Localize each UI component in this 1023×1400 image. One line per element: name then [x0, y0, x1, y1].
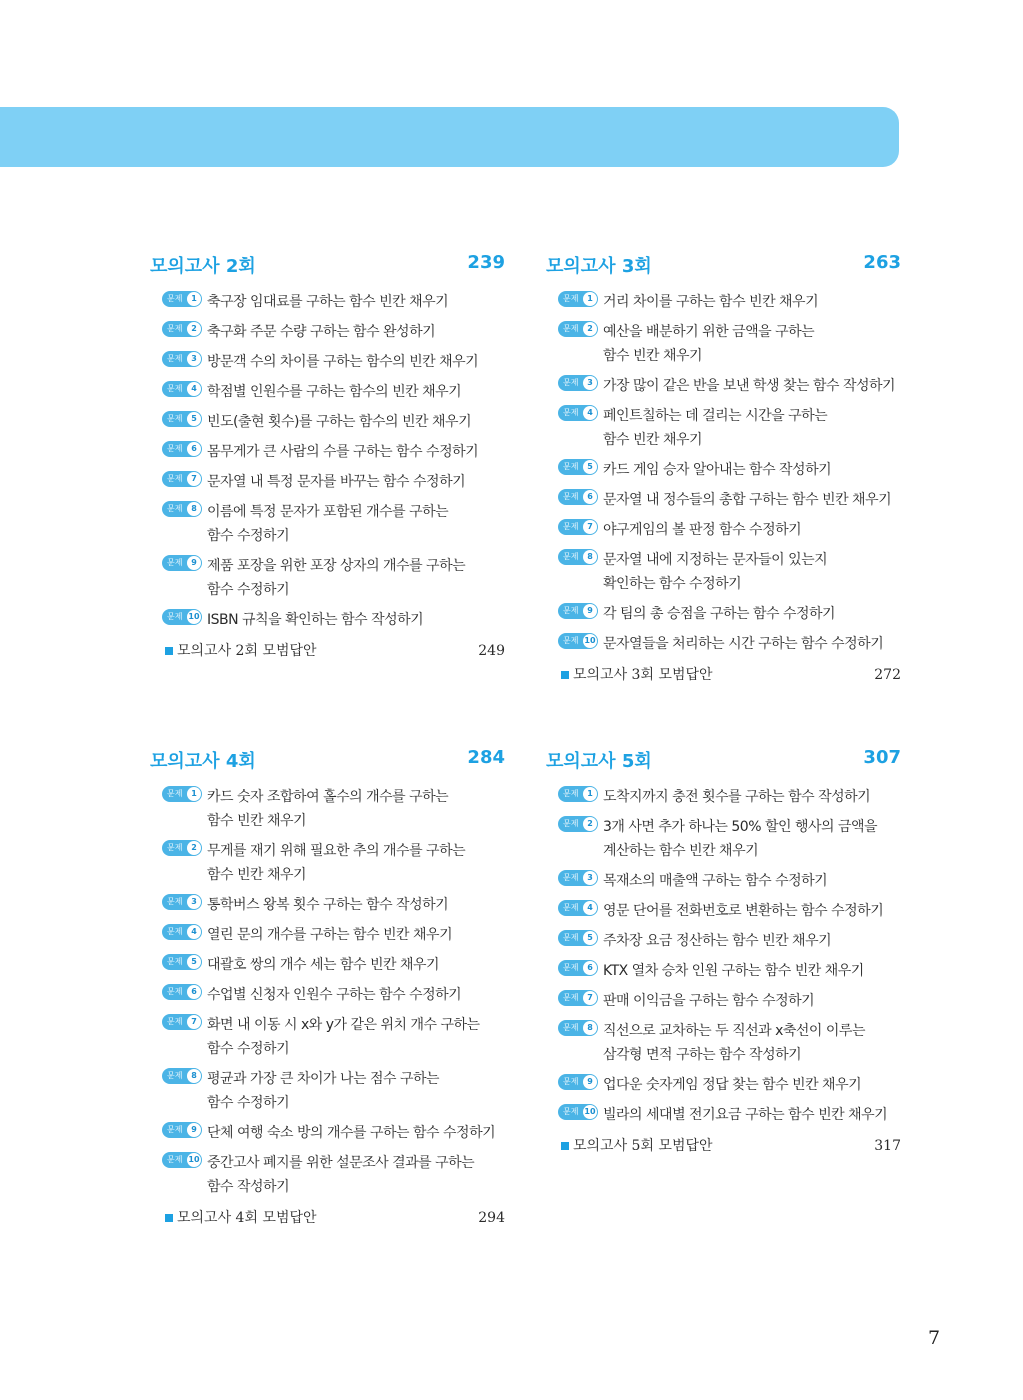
problem-number: 2: [187, 322, 201, 336]
problem-badge-label: 문제: [563, 1107, 579, 1116]
problem-badge: [162, 471, 202, 487]
problem-badge: [162, 609, 202, 625]
answer-key-entry[interactable]: [150, 1209, 505, 1231]
problem-badge: [558, 291, 598, 307]
problem-item[interactable]: [150, 554, 505, 602]
problem-item[interactable]: [546, 404, 901, 452]
problem-badge: [558, 603, 598, 619]
problem-badge-label: 문제: [563, 819, 579, 828]
problem-number: 8: [187, 502, 201, 516]
problem-item[interactable]: [546, 899, 901, 923]
problem-number: 1: [583, 292, 597, 306]
problem-number: 2: [583, 322, 597, 336]
problem-badge-label: 문제: [563, 933, 579, 942]
problem-item[interactable]: [546, 989, 901, 1013]
section-page-number: 263: [863, 252, 901, 273]
problem-item[interactable]: [546, 488, 901, 512]
problem-badge-label: 문제: [563, 789, 579, 798]
problem-badge-label: 문제: [167, 324, 183, 333]
problem-badge: [162, 786, 202, 802]
square-bullet-icon: [165, 1214, 173, 1222]
problem-badge-label: 문제: [167, 957, 183, 966]
problem-badge: [558, 489, 598, 505]
problem-number: 5: [187, 955, 201, 969]
problem-number: 8: [187, 1069, 201, 1083]
problem-badge-label: 문제: [563, 993, 579, 1002]
answer-key-label: 모의고사 3회 모범답안: [573, 667, 713, 683]
problem-number: 3: [187, 352, 201, 366]
problem-badge: [162, 351, 202, 367]
problem-number: 5: [583, 931, 597, 945]
section-page-number: 284: [467, 747, 505, 768]
problem-badge-label: 문제: [167, 789, 183, 798]
problem-item[interactable]: [546, 548, 901, 596]
problem-title: 수업별 신청자 인원수 구하는 함수 수정하기: [207, 987, 462, 1003]
problem-title: 가장 많이 같은 반을 보낸 학생 찾는 함수 작성하기: [603, 378, 896, 394]
problem-title: 이름에 특정 문자가 포함된 개수를 구하는 함수 수정하기: [207, 504, 449, 544]
problem-number: 1: [583, 787, 597, 801]
problem-item[interactable]: [546, 1019, 901, 1067]
problem-item[interactable]: [150, 893, 505, 917]
problem-badge: [162, 321, 202, 337]
problem-number: 10: [187, 1153, 201, 1167]
problem-item[interactable]: [150, 410, 505, 434]
problem-badge-label: 문제: [563, 1077, 579, 1086]
answer-key-page: 272: [874, 667, 901, 683]
problem-badge: [558, 870, 598, 886]
problem-badge: [162, 1068, 202, 1084]
problem-number: 9: [583, 604, 597, 618]
problem-title: 열린 문의 개수를 구하는 함수 빈칸 채우기: [207, 927, 453, 943]
problem-title: 축구장 임대료를 구하는 함수 빈칸 채우기: [207, 294, 449, 310]
problem-number: 2: [583, 817, 597, 831]
section-mock-exam-2: [150, 252, 505, 664]
answer-key-entry[interactable]: [150, 642, 505, 664]
problem-badge-label: 문제: [167, 843, 183, 852]
problem-item[interactable]: [150, 440, 505, 464]
problem-number: 5: [187, 412, 201, 426]
answer-key-label: 모의고사 2회 모범답안: [177, 643, 317, 659]
problem-item[interactable]: [150, 1151, 505, 1199]
top-banner: [0, 107, 899, 167]
problem-item[interactable]: [546, 959, 901, 983]
problem-badge-label: 문제: [563, 1023, 579, 1032]
problem-list: [150, 290, 505, 632]
problem-badge: [162, 894, 202, 910]
problem-list: [150, 785, 505, 1199]
problem-number: 3: [583, 376, 597, 390]
problem-item[interactable]: [546, 1073, 901, 1097]
problem-badge: [162, 291, 202, 307]
problem-badge: [558, 321, 598, 337]
problem-title: 페인트칠하는 데 걸리는 시간을 구하는 함수 빈칸 채우기: [603, 408, 828, 448]
problem-title: 중간고사 폐지를 위한 설문조사 결과를 구하는 함수 작성하기: [207, 1155, 475, 1195]
problem-item[interactable]: [546, 602, 901, 626]
problem-number: 8: [583, 1021, 597, 1035]
problem-item[interactable]: [546, 458, 901, 482]
problem-number: 8: [583, 550, 597, 564]
problem-number: 3: [187, 895, 201, 909]
problem-badge: [558, 519, 598, 535]
problem-item[interactable]: [150, 290, 505, 314]
problem-badge: [558, 960, 598, 976]
problem-number: 10: [583, 634, 597, 648]
problem-badge: [558, 405, 598, 421]
problem-badge: [558, 900, 598, 916]
problem-item[interactable]: [546, 374, 901, 398]
problem-badge-label: 문제: [167, 384, 183, 393]
problem-badge: [162, 411, 202, 427]
problem-badge: [558, 633, 598, 649]
problem-badge: [558, 549, 598, 565]
problem-badge: [558, 1020, 598, 1036]
problem-title: 통학버스 왕복 횟수 구하는 함수 작성하기: [207, 897, 449, 913]
problem-title: 단체 여행 숙소 방의 개수를 구하는 함수 수정하기: [207, 1125, 496, 1141]
problem-badge-label: 문제: [167, 474, 183, 483]
problem-badge-label: 문제: [563, 903, 579, 912]
problem-item[interactable]: [546, 320, 901, 368]
problem-number: 1: [187, 292, 201, 306]
problem-number: 4: [187, 925, 201, 939]
problem-badge-label: 문제: [563, 408, 579, 417]
problem-title: 제품 포장을 위한 포장 상자의 개수를 구하는 함수 수정하기: [207, 558, 466, 598]
problem-item[interactable]: [150, 923, 505, 947]
square-bullet-icon: [165, 647, 173, 655]
problem-title: 직선으로 교차하는 두 직선과 x축선이 이루는 삼각형 면적 구하는 함수 작성하기: [603, 1023, 865, 1063]
square-bullet-icon: [561, 671, 569, 679]
problem-badge-label: 문제: [563, 552, 579, 561]
square-bullet-icon: [561, 1142, 569, 1150]
problem-title: 주차장 요금 정산하는 함수 빈칸 채우기: [603, 933, 832, 949]
problem-number: 5: [583, 460, 597, 474]
problem-badge-label: 문제: [167, 987, 183, 996]
problem-item[interactable]: [150, 500, 505, 548]
problem-badge: [558, 1074, 598, 1090]
section-header: [150, 252, 505, 280]
problem-item[interactable]: [546, 632, 901, 656]
problem-title: 각 팀의 총 승점을 구하는 함수 수정하기: [603, 606, 836, 622]
problem-title: 도착지까지 충전 횟수를 구하는 함수 작성하기: [603, 789, 871, 805]
problem-item[interactable]: [546, 785, 901, 809]
section-header: [546, 252, 901, 280]
problem-number: 7: [187, 472, 201, 486]
problem-badge: [558, 930, 598, 946]
problem-number: 7: [583, 520, 597, 534]
problem-number: 10: [583, 1105, 597, 1119]
answer-key-page: 249: [478, 643, 505, 659]
section-page-number: 307: [863, 747, 901, 768]
problem-title: 판매 이익금을 구하는 함수 수정하기: [603, 993, 815, 1009]
problem-badge: [162, 555, 202, 571]
problem-title: 업다운 숫자게임 정답 찾는 함수 빈칸 채우기: [603, 1077, 862, 1093]
problem-badge-label: 문제: [167, 558, 183, 567]
problem-title: 예산을 배분하기 위한 금액을 구하는 함수 빈칸 채우기: [603, 324, 815, 364]
problem-badge: [162, 501, 202, 517]
problem-number: 7: [187, 1015, 201, 1029]
problem-badge: [162, 441, 202, 457]
problem-number: 4: [187, 382, 201, 396]
problem-badge-label: 문제: [563, 462, 579, 471]
section-header: [546, 747, 901, 775]
problem-title: 학점별 인원수를 구하는 함수의 빈칸 채우기: [207, 384, 462, 400]
problem-title: 대괄호 쌍의 개수 세는 함수 빈칸 채우기: [207, 957, 440, 973]
problem-badge-label: 문제: [167, 1125, 183, 1134]
problem-badge-label: 문제: [167, 1071, 183, 1080]
problem-badge-label: 문제: [167, 354, 183, 363]
problem-title: 영문 단어를 전화번호로 변환하는 함수 수정하기: [603, 903, 884, 919]
problem-number: 9: [187, 1123, 201, 1137]
problem-number: 9: [583, 1075, 597, 1089]
problem-item[interactable]: [150, 350, 505, 374]
answer-key-entry[interactable]: [546, 1137, 901, 1159]
problem-badge: [162, 381, 202, 397]
problem-item[interactable]: [150, 1067, 505, 1115]
answer-key-page: 317: [874, 1138, 901, 1154]
problem-title: 카드 게임 승자 알아내는 함수 작성하기: [603, 462, 832, 478]
problem-badge-label: 문제: [167, 927, 183, 936]
section-mock-exam-5: [546, 747, 901, 1159]
problem-title: 축구화 주문 수량 구하는 함수 완성하기: [207, 324, 436, 340]
problem-number: 2: [187, 841, 201, 855]
problem-badge-label: 문제: [563, 324, 579, 333]
problem-title: 문자열 내 특정 문자를 바꾸는 함수 수정하기: [207, 474, 466, 490]
problem-badge-label: 문제: [167, 444, 183, 453]
problem-badge: [558, 786, 598, 802]
problem-title: 문자열 내에 지정하는 문자들이 있는지 확인하는 함수 수정하기: [603, 552, 828, 592]
problem-title: 3개 사면 추가 하나는 50% 할인 행사의 금액을 계산하는 함수 빈칸 채우기: [603, 819, 878, 859]
problem-badge-label: 문제: [167, 294, 183, 303]
problem-item[interactable]: [546, 1103, 901, 1127]
problem-item[interactable]: [150, 1013, 505, 1061]
problem-badge-label: 문제: [167, 897, 183, 906]
problem-number: 6: [583, 490, 597, 504]
problem-title: ISBN 규칙을 확인하는 함수 작성하기: [207, 612, 424, 628]
problem-title: 화면 내 이동 시 x와 y가 같은 위치 개수 구하는 함수 수정하기: [207, 1017, 480, 1057]
problem-title: 몸무게가 큰 사람의 수를 구하는 함수 수정하기: [207, 444, 479, 460]
problem-badge-label: 문제: [563, 873, 579, 882]
problem-number: 9: [187, 556, 201, 570]
problem-number: 1: [187, 787, 201, 801]
page-number: 7: [928, 1327, 941, 1349]
problem-badge: [558, 1104, 598, 1120]
problem-badge-label: 문제: [167, 504, 183, 513]
problem-badge-label: 문제: [167, 1017, 183, 1026]
problem-item[interactable]: [546, 290, 901, 314]
problem-title: 목재소의 매출액 구하는 함수 수정하기: [603, 873, 828, 889]
problem-number: 4: [583, 406, 597, 420]
problem-badge-label: 문제: [563, 636, 579, 645]
problem-title: 빌라의 세대별 전기요금 구하는 함수 빈칸 채우기: [603, 1107, 888, 1123]
problem-title: 문자열 내 정수들의 총합 구하는 함수 빈칸 채우기: [603, 492, 892, 508]
section-mock-exam-4: [150, 747, 505, 1231]
problem-title: 방문객 수의 차이를 구하는 함수의 빈칸 채우기: [207, 354, 479, 370]
problem-badge-label: 문제: [563, 294, 579, 303]
problem-badge: [162, 1152, 202, 1168]
problem-badge-label: 문제: [563, 492, 579, 501]
problem-number: 3: [583, 871, 597, 885]
problem-badge-label: 문제: [167, 414, 183, 423]
section-page-number: 239: [467, 252, 505, 273]
problem-badge: [162, 1122, 202, 1138]
problem-title: 카드 숫자 조합하여 홀수의 개수를 구하는 함수 빈칸 채우기: [207, 789, 449, 829]
problem-item[interactable]: [150, 839, 505, 887]
problem-number: 6: [187, 985, 201, 999]
problem-badge: [162, 924, 202, 940]
problem-badge: [558, 375, 598, 391]
problem-badge-label: 문제: [563, 963, 579, 972]
answer-key-entry[interactable]: [546, 666, 901, 688]
problem-number: 4: [583, 901, 597, 915]
problem-badge: [558, 459, 598, 475]
problem-title: 문자열들을 처리하는 시간 구하는 함수 수정하기: [603, 636, 884, 652]
problem-badge-label: 문제: [167, 612, 183, 621]
problem-number: 7: [583, 991, 597, 1005]
problem-item[interactable]: [150, 1121, 505, 1145]
problem-title: 야구게임의 볼 판정 함수 수정하기: [603, 522, 802, 538]
section-mock-exam-3: [546, 252, 901, 688]
problem-badge: [162, 840, 202, 856]
section-title[interactable]: 모의고사 2회: [150, 256, 256, 277]
section-title[interactable]: 모의고사 4회: [150, 751, 256, 772]
problem-list: [546, 290, 901, 656]
problem-badge: [162, 1014, 202, 1030]
problem-title: 빈도(출현 횟수)를 구하는 함수의 빈칸 채우기: [207, 414, 472, 430]
problem-item[interactable]: [546, 929, 901, 953]
problem-item[interactable]: [546, 518, 901, 542]
problem-badge: [558, 990, 598, 1006]
problem-badge-label: 문제: [563, 378, 579, 387]
problem-title: 무게를 재기 위해 필요한 추의 개수를 구하는 함수 빈칸 채우기: [207, 843, 466, 883]
problem-item[interactable]: [150, 785, 505, 833]
answer-key-page: 294: [478, 1210, 505, 1226]
problem-badge-label: 문제: [563, 606, 579, 615]
problem-item[interactable]: [546, 869, 901, 893]
section-title[interactable]: 모의고사 5회: [546, 751, 652, 772]
section-header: [150, 747, 505, 775]
problem-badge: [558, 816, 598, 832]
problem-title: 평균과 가장 큰 차이가 나는 점수 구하는 함수 수정하기: [207, 1071, 440, 1111]
problem-badge-label: 문제: [167, 1155, 183, 1164]
problem-item[interactable]: [150, 320, 505, 344]
problem-number: 6: [187, 442, 201, 456]
problem-list: [546, 785, 901, 1127]
section-title[interactable]: 모의고사 3회: [546, 256, 652, 277]
problem-badge-label: 문제: [563, 522, 579, 531]
problem-number: 10: [187, 610, 201, 624]
problem-badge: [162, 954, 202, 970]
problem-number: 6: [583, 961, 597, 975]
problem-item[interactable]: [150, 983, 505, 1007]
problem-item[interactable]: [150, 470, 505, 494]
answer-key-label: 모의고사 4회 모범답안: [177, 1210, 317, 1226]
problem-item[interactable]: [546, 815, 901, 863]
answer-key-label: 모의고사 5회 모범답안: [573, 1138, 713, 1154]
problem-title: 거리 차이를 구하는 함수 빈칸 채우기: [603, 294, 819, 310]
problem-item[interactable]: [150, 608, 505, 632]
problem-item[interactable]: [150, 380, 505, 404]
problem-title: KTX 열차 승차 인원 구하는 함수 빈칸 채우기: [603, 963, 864, 979]
problem-badge: [162, 984, 202, 1000]
problem-item[interactable]: [150, 953, 505, 977]
